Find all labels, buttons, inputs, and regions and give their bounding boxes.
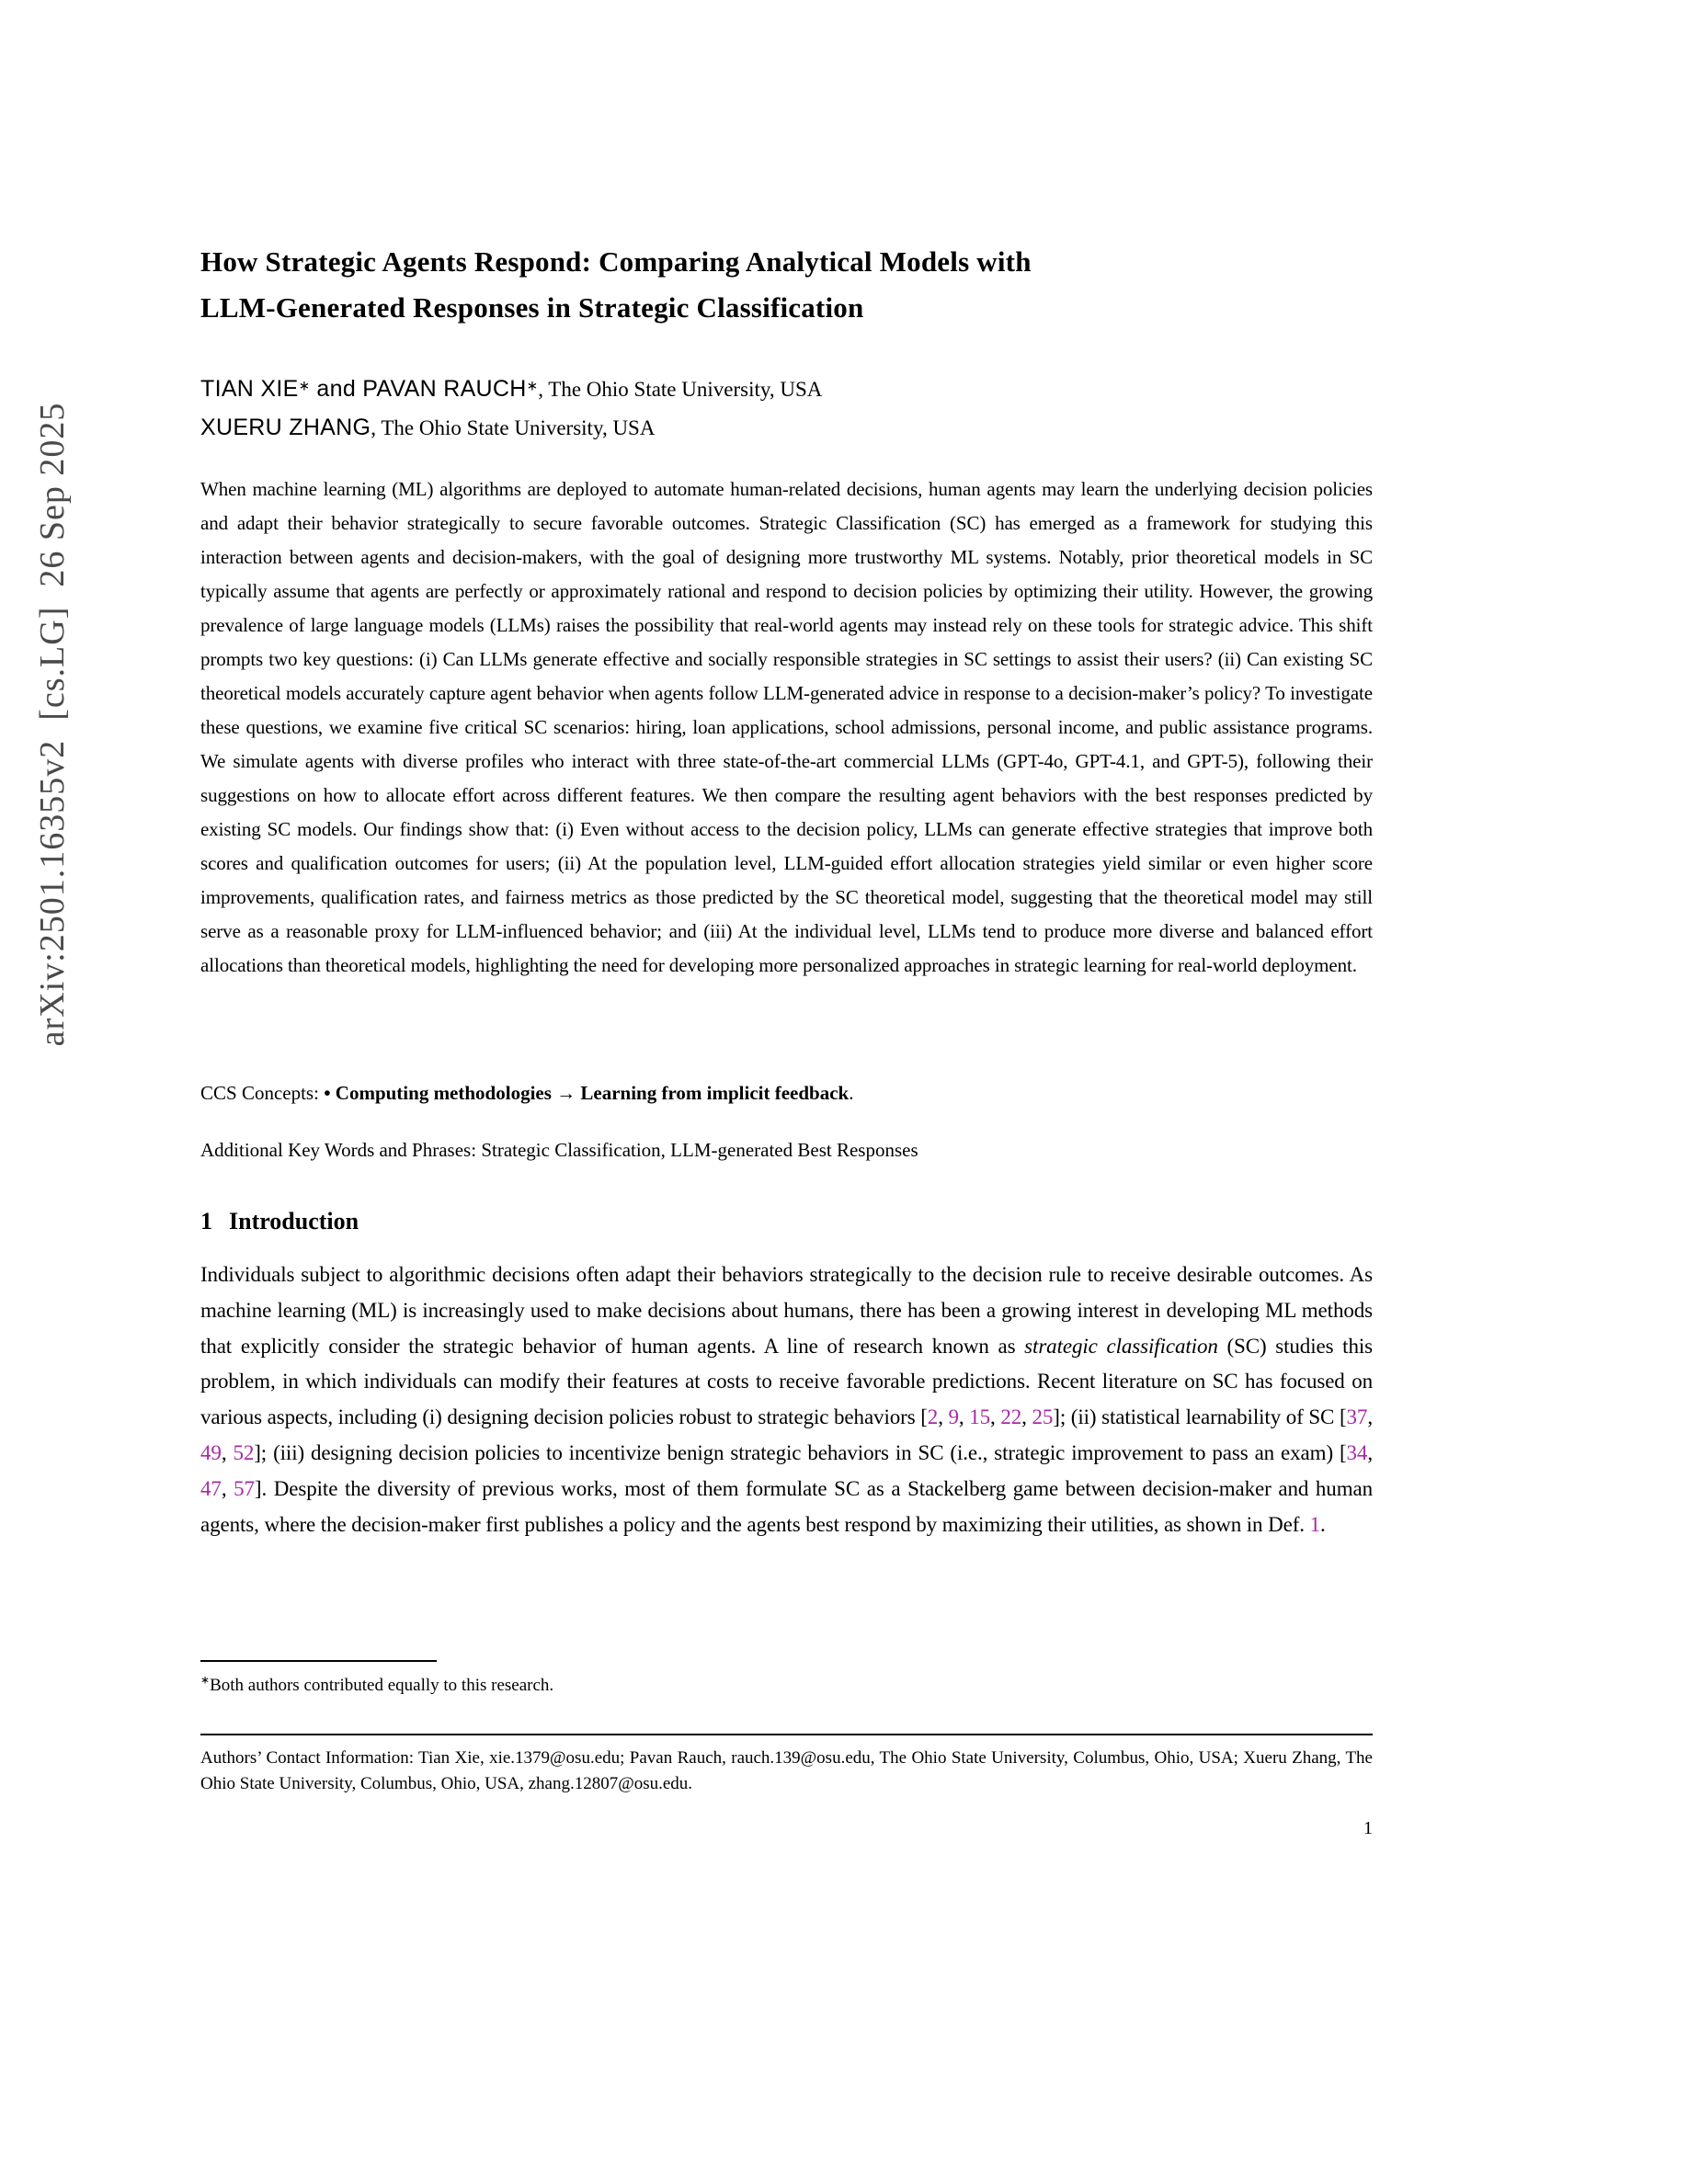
paragraph-text: , <box>1367 1440 1373 1464</box>
author-affiliation: , The Ohio State University, USA <box>371 416 656 439</box>
section-number: 1 <box>200 1208 212 1234</box>
citation-link[interactable]: 22 <box>1000 1405 1022 1429</box>
author-name: PAVAN RAUCH <box>362 376 527 402</box>
paragraph-text: (SC) studies this problem, in which individuals can modify their features at costs to receive favorable predictions. Recent literature on SC has focused on various aspects, including (i) designing decision policies robust to strategic behaviors [ <box>200 1334 1373 1429</box>
ccs-concepts <box>200 1077 1373 1109</box>
citation-link[interactable]: 25 <box>1032 1405 1054 1429</box>
author-affiliation: , The Ohio State University, USA <box>538 378 823 401</box>
equal-contribution-footnote <box>200 1673 1373 1698</box>
page-number: 1 <box>1363 1818 1373 1838</box>
ccs-period: . <box>849 1082 854 1104</box>
author-line-2 <box>200 410 1373 449</box>
paragraph-text: , <box>938 1405 949 1429</box>
section-1-heading <box>200 1208 1373 1235</box>
citation-link[interactable]: 15 <box>969 1405 991 1429</box>
emphasized-term: strategic classification <box>1024 1334 1218 1358</box>
author-line-1 <box>200 371 1373 410</box>
citation-link[interactable]: 37 <box>1346 1405 1368 1429</box>
paragraph-text: , <box>1021 1405 1032 1429</box>
citation-link[interactable]: 1 <box>1309 1512 1320 1536</box>
author-name: XUERU ZHANG <box>200 415 371 440</box>
keywords-text: Strategic Classification, LLM-generated Best Responses <box>481 1139 918 1161</box>
paragraph-text: ]; (iii) designing decision policies to incentivize benign strategic behaviors in SC (i.e., strategic improvement to pass an exam) [ <box>254 1440 1347 1464</box>
title-line-2: LLM-Generated Responses in Strategic Classification <box>200 291 864 324</box>
paragraph-text: , <box>1367 1405 1373 1429</box>
keywords-line <box>200 1134 1373 1166</box>
paragraph-text: , <box>221 1476 234 1500</box>
paragraph-text: ]. Despite the diversity of previous works, most of them formulate SC as a Stackelberg game between decision-maker and human agents, where the decision-maker first publishes a policy and the agents best respond by maximizing their utilities, as shown in Def. <box>200 1476 1374 1536</box>
paragraph-text: , <box>990 1405 1001 1429</box>
citation-link[interactable]: 57 <box>234 1476 255 1500</box>
ccs-label: CCS Concepts: <box>200 1082 325 1104</box>
citation-link[interactable]: 9 <box>948 1405 959 1429</box>
paragraph-text: . <box>1320 1512 1326 1536</box>
footnote-marker: ∗ <box>200 1673 211 1687</box>
paragraph-text: Individuals subject to algorithmic decisions often adapt their behaviors strategically to the decision rule to receive desirable outcomes. As machine learning (ML) is increasingly used to make decisions about humans, there has been a growing interest in developing ML methods that explicitly consider the strategic behavior of human agents. A line of research known as <box>200 1263 1373 1358</box>
ccs-content: • Computing methodologies → Learning from implicit feedback <box>324 1082 850 1104</box>
introduction-paragraph <box>200 1257 1373 1542</box>
citation-link[interactable]: 52 <box>233 1440 255 1464</box>
authors-contact-info: Authors’ Contact Information: Tian Xie, xie.1379@osu.edu; Pavan Rauch, rauch.139@osu.edu, The Ohio State University, Columbus, Ohio, USA; Xueru Zhang, The Ohio State University, Columbus, Ohio, USA, zhang.12807@osu.edu. <box>200 1748 1373 1793</box>
equal-contribution-marker: ∗ <box>526 379 539 394</box>
paragraph-text: , <box>958 1405 970 1429</box>
section-title: Introduction <box>229 1208 359 1234</box>
paper-title <box>200 239 1373 331</box>
author-conjunction: and <box>310 376 363 402</box>
author-name: TIAN XIE <box>200 376 299 402</box>
keywords-label: Additional Key Words and Phrases: <box>200 1139 482 1161</box>
footnote-rule <box>200 1660 437 1662</box>
arxiv-watermark: arXiv:2501.16355v2 [cs.LG] 26 Sep 2025 <box>33 402 72 1047</box>
footer-rule <box>200 1734 1373 1735</box>
title-line-1: How Strategic Agents Respond: Comparing Analytical Models with <box>200 245 1032 278</box>
citation-link[interactable]: 47 <box>200 1476 222 1500</box>
author-block <box>200 371 1373 449</box>
citation-link[interactable]: 34 <box>1346 1440 1368 1464</box>
equal-contribution-marker: ∗ <box>298 379 311 394</box>
citation-link[interactable]: 2 <box>927 1405 939 1429</box>
abstract-text: When machine learning (ML) algorithms are deployed to automate human-related decisions, human agents may learn the underlying decision policies and adapt their behavior strategically to secure favorable outcomes. Strategic Classification (SC) has emerged as a framework for studying this interaction between agents and decision-makers, with the goal of designing more trustworthy ML systems. Notably, prior theoretical models in SC typically assume that agents are perfectly or approximately rational and respond to decision policies by optimizing their utility. However, the growing prevalence of large language models (LLMs) raises the possibility that real-world agents may instead rely on these tools for strategic advice. This shift prompts two key questions: (i) Can LLMs generate effective and socially responsible strategies in SC settings to assist their users? (ii) Can existing SC theoretical models accurately capture agent behavior when agents follow LLM-generated advice in response to a decision-maker’s policy? To investigate these questions, we examine five critical SC scenarios: hiring, loan applications, school admissions, personal income, and public assistance programs. We simulate agents with diverse profiles who interact with three state-of-the-art commercial LLMs (GPT-4o, GPT-4.1, and GPT-5), following their suggestions on how to allocate effort across different features. We then compare the resulting agent behaviors with the best responses predicted by existing SC models. Our findings show that: (i) Even without access to the decision policy, LLMs can generate effective strategies that improve both scores and qualification outcomes for users; (ii) At the population level, LLM-guided effort allocation strategies yield similar or even higher score improvements, qualification rates, and fairness metrics as those predicted by the SC theoretical model, suggesting that the theoretical model may still serve as a reasonable proxy for LLM-influenced behavior; and (iii) At the individual level, LLMs tend to produce more diverse and balanced effort allocations than theoretical models, highlighting the need for developing more personalized approaches in strategic learning for real-world deployment. <box>200 478 1373 976</box>
paragraph-text: ]; (ii) statistical learnability of SC [ <box>1053 1405 1347 1429</box>
citation-link[interactable]: 49 <box>200 1440 222 1464</box>
footnote-text: Both authors contributed equally to this research. <box>210 1676 554 1695</box>
paragraph-text: , <box>221 1440 234 1464</box>
